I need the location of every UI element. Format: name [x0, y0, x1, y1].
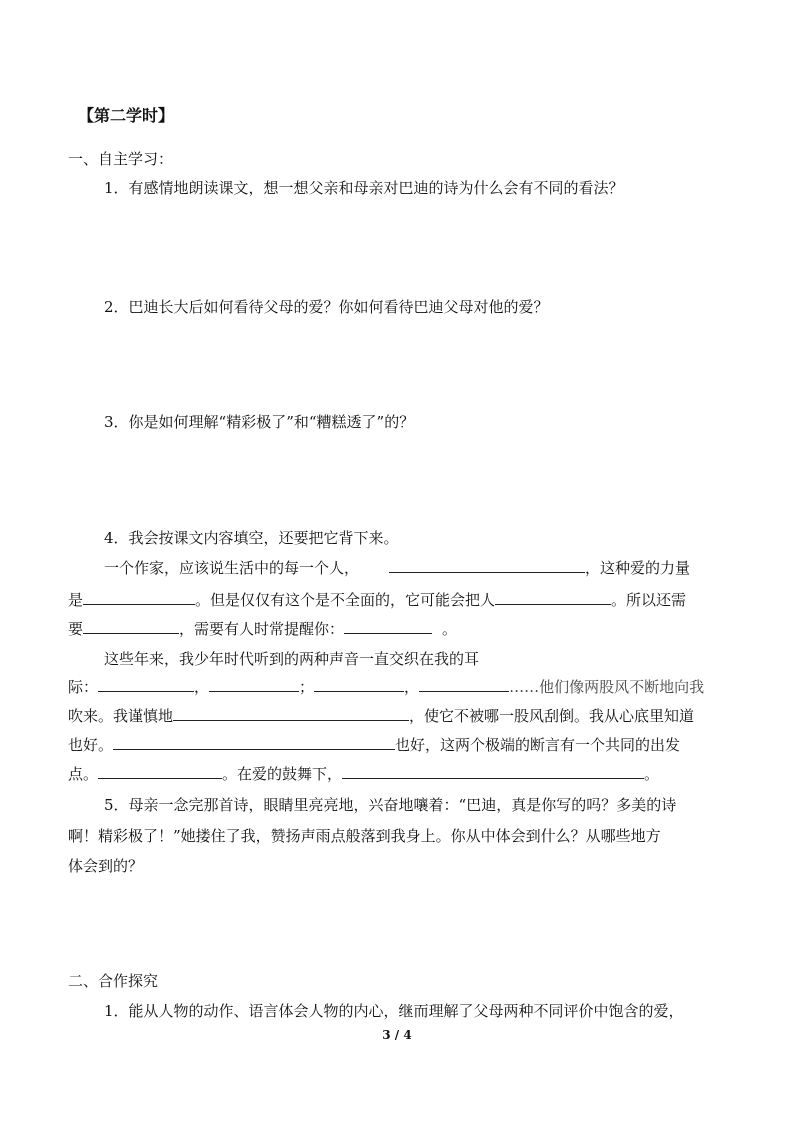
question-5-line-1: 5．母亲一念完那首诗，眼睛里亮亮地，兴奋地嚷着：“巴迪，真是你写的吗？多美的诗 — [104, 796, 677, 814]
fill-text: ； — [299, 678, 315, 696]
fill-blank[interactable] — [209, 677, 299, 692]
fill-text: 。 — [644, 765, 660, 783]
fill-blank[interactable] — [98, 677, 194, 692]
fill-text: 也好，这两个极端的断言有一个共同的出发 — [395, 736, 681, 754]
fill-text: 吹来。我谨慎地 — [68, 707, 174, 725]
fill-line — [68, 677, 704, 697]
fill-text: ， — [404, 678, 420, 696]
fill-blank[interactable] — [113, 735, 395, 750]
fill-line — [104, 649, 479, 669]
fill-line — [68, 764, 659, 784]
question-3: 3．你是如何理解“精彩极了”和“糟糕透了”的？ — [104, 413, 415, 431]
fill-text: 一个作家，应该说生活中的每一个人， — [104, 559, 360, 577]
fill-text: 要 — [68, 620, 84, 638]
question-1: 1．有感情地朗读课文，想一想父亲和母亲对巴迪的诗为什么会有不同的看法？ — [104, 179, 624, 197]
fill-text: ，使它不被哪一股风刮倒。我从心底里知道 — [409, 707, 695, 725]
fill-line — [104, 558, 690, 578]
question-2: 2．巴迪长大后如何看待父母的爱？你如何看待巴迪父母对他的爱？ — [104, 298, 549, 316]
fill-text: ，需要有人时常提醒你： — [179, 620, 345, 638]
fill-blank[interactable] — [83, 590, 195, 605]
fill-blank[interactable] — [173, 706, 409, 721]
page-number: 3 / 4 — [382, 1028, 412, 1042]
fill-text: 是 — [68, 591, 84, 609]
fill-text: ，这种爱的力量 — [585, 559, 691, 577]
fill-text: 点。 — [68, 765, 99, 783]
fill-text: 。所以还需 — [611, 591, 687, 609]
fill-line — [68, 706, 694, 726]
fill-blank[interactable] — [344, 619, 432, 634]
fill-blank[interactable] — [419, 677, 509, 692]
part1-heading: 一、自主学习： — [68, 150, 174, 168]
fill-text: 。 — [442, 620, 458, 638]
fill-blank[interactable] — [342, 764, 644, 779]
part2-heading: 二、合作探究 — [68, 972, 159, 990]
section-title: 【第二学时】 — [78, 106, 175, 125]
fill-blank[interactable] — [389, 558, 585, 573]
fill-blank[interactable] — [83, 619, 179, 634]
question-5-line-3: 体会到的？ — [68, 857, 144, 875]
fill-text: ……他们像两股风不断地向我 — [509, 678, 705, 696]
fill-text: ， — [194, 678, 210, 696]
fill-line — [68, 619, 457, 639]
fill-text: 也好。 — [68, 736, 114, 754]
question-4-prompt: 4．我会按课文内容填空，还要把它背下来。 — [104, 529, 399, 547]
fill-text: 。在爱的鼓舞下， — [222, 765, 343, 783]
fill-blank[interactable] — [314, 677, 404, 692]
question-5-line-2: 啊！精彩极了！”她搂住了我，赞扬声雨点般落到我身上。你从中体会到什么？从哪些地方 — [68, 827, 661, 845]
fill-text: 。但是仅仅有这个是不全面的，它可能会把人 — [195, 591, 496, 609]
fill-text: 际： — [68, 678, 99, 696]
part2-question-1: 1．能从人物的动作、语言体会人物的内心，继而理解了父母两种不同评价中饱含的爱， — [104, 1002, 684, 1020]
fill-blank[interactable] — [495, 590, 611, 605]
fill-text: 这些年来，我少年时代听到的两种声音一直交织在我的耳 — [104, 650, 480, 668]
fill-blank[interactable] — [98, 764, 222, 779]
fill-line — [68, 590, 686, 610]
fill-line — [68, 735, 680, 755]
